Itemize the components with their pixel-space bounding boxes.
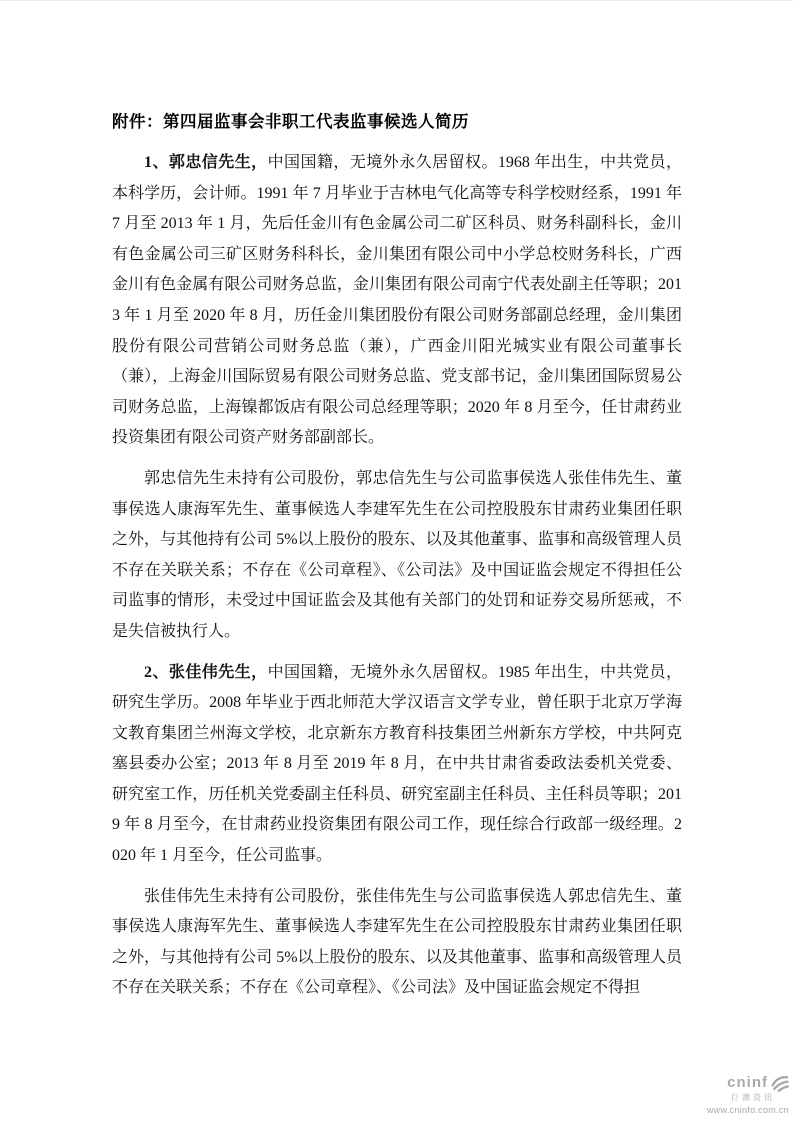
cninfo-watermark xyxy=(707,1073,789,1115)
paragraph-text: 郭忠信先生未持有公司股份，郭忠信先生与公司监事侯选人张佳伟先生、董事侯选人康海军先生、董事候选人李建军先生在公司控股股东甘肃药业集团任职之外，与其他持有公司 5%以上股份的股东、以及其他董事、监事和高级管理人员不存在关联关系；不存在《公司章程》、《公司法》及中国证监会规定不得担任公司监事的情形，未受过中国证监会及其他有关部门的处罚和证券交易所惩戒，不是失信被执行人。 xyxy=(112,469,682,640)
paragraph-text: 张佳伟先生未持有公司股份，张佳伟先生与公司监事侯选人郭忠信先生、董事侯选人康海军先生、董事候选人李建军先生在公司控股股东甘肃药业集团任职之外，与其他持有公司 5%以上股份的股东、以及其他董事、监事和高级管理人员不存在关联关系；不存在《公司章程》、《公司法》及中国证监会规定不得担 xyxy=(112,887,682,997)
cninfo-brand-subtitle: 巨潮资讯 xyxy=(731,1093,775,1103)
document-content xyxy=(112,111,682,1014)
cninfo-swirl-icon xyxy=(770,1073,789,1092)
paragraph-zhang-bio xyxy=(112,658,682,872)
paragraph-guo-bio xyxy=(112,148,682,454)
cninfo-brand-url: www.cninfo.com.cn xyxy=(706,1104,789,1115)
paragraph-guo-shareholding xyxy=(112,464,682,648)
paragraph-lead: 2、张佳伟先生， xyxy=(144,663,268,681)
paragraph-zhang-shareholding xyxy=(112,882,682,1004)
cninfo-brand-row xyxy=(707,1073,789,1092)
paragraph-text: 中国国籍，无境外永久居留权。1985 年出生，中共党员，研究生学历。2008 年毕业于西北师范大学汉语言文学专业，曾任职于北京万学海文教育集团兰州海文学校，北京新东方教育科技集团兰州新东方学校，中共阿克塞县委办公室；2013 年 8 月至 2019 年 8 月，在中共甘肃省委政法委机关党委、研究室工作，历任机关党委副主任科员、研究室副主任科员、主任科员等职；2019 年 8 月至今，在甘肃药业投资集团有限公司工作，现任综合行政部一级经理。2020 年 1 月至今，任公司监事。 xyxy=(112,663,682,865)
page-title: 附件：第四届监事会非职工代表监事候选人简历 xyxy=(112,113,469,131)
paragraph-lead: 1、郭忠信先生， xyxy=(144,154,268,171)
paragraph-text: 中国国籍，无境外永久居留权。1968 年出生，中共党员，本科学历，会计师。1991 年 7 月毕业于吉林电气化高等专科学校财经系，1991 年 7 月至 2013 年 1 月，先后任金川有色金属公司二矿区科员、财务科副科长，金川有色金属公司三矿区财务科科长，金川集团有限公司中小学总校财务科长，广西金川有色金属有限公司财务总监，金川集团有限公司南宁代表处副主任等职；2013 年 1 月至 2020 年 8 月，历任金川集团股份有限公司财务部副总经理，金川集团股份有限公司营销公司财务总监（兼），广西金川阳光城实业有限公司董事长（兼），上海金川国际贸易有限公司财务总监、党支部书记，金川集团国际贸易公司财务总监，上海镍都饭店有限公司总经理等职；2020 年 8 月至今，任甘肃药业投资集团有限公司资产财务部副部长。 xyxy=(112,154,682,447)
cninfo-brand-text: cninf xyxy=(727,1074,768,1092)
